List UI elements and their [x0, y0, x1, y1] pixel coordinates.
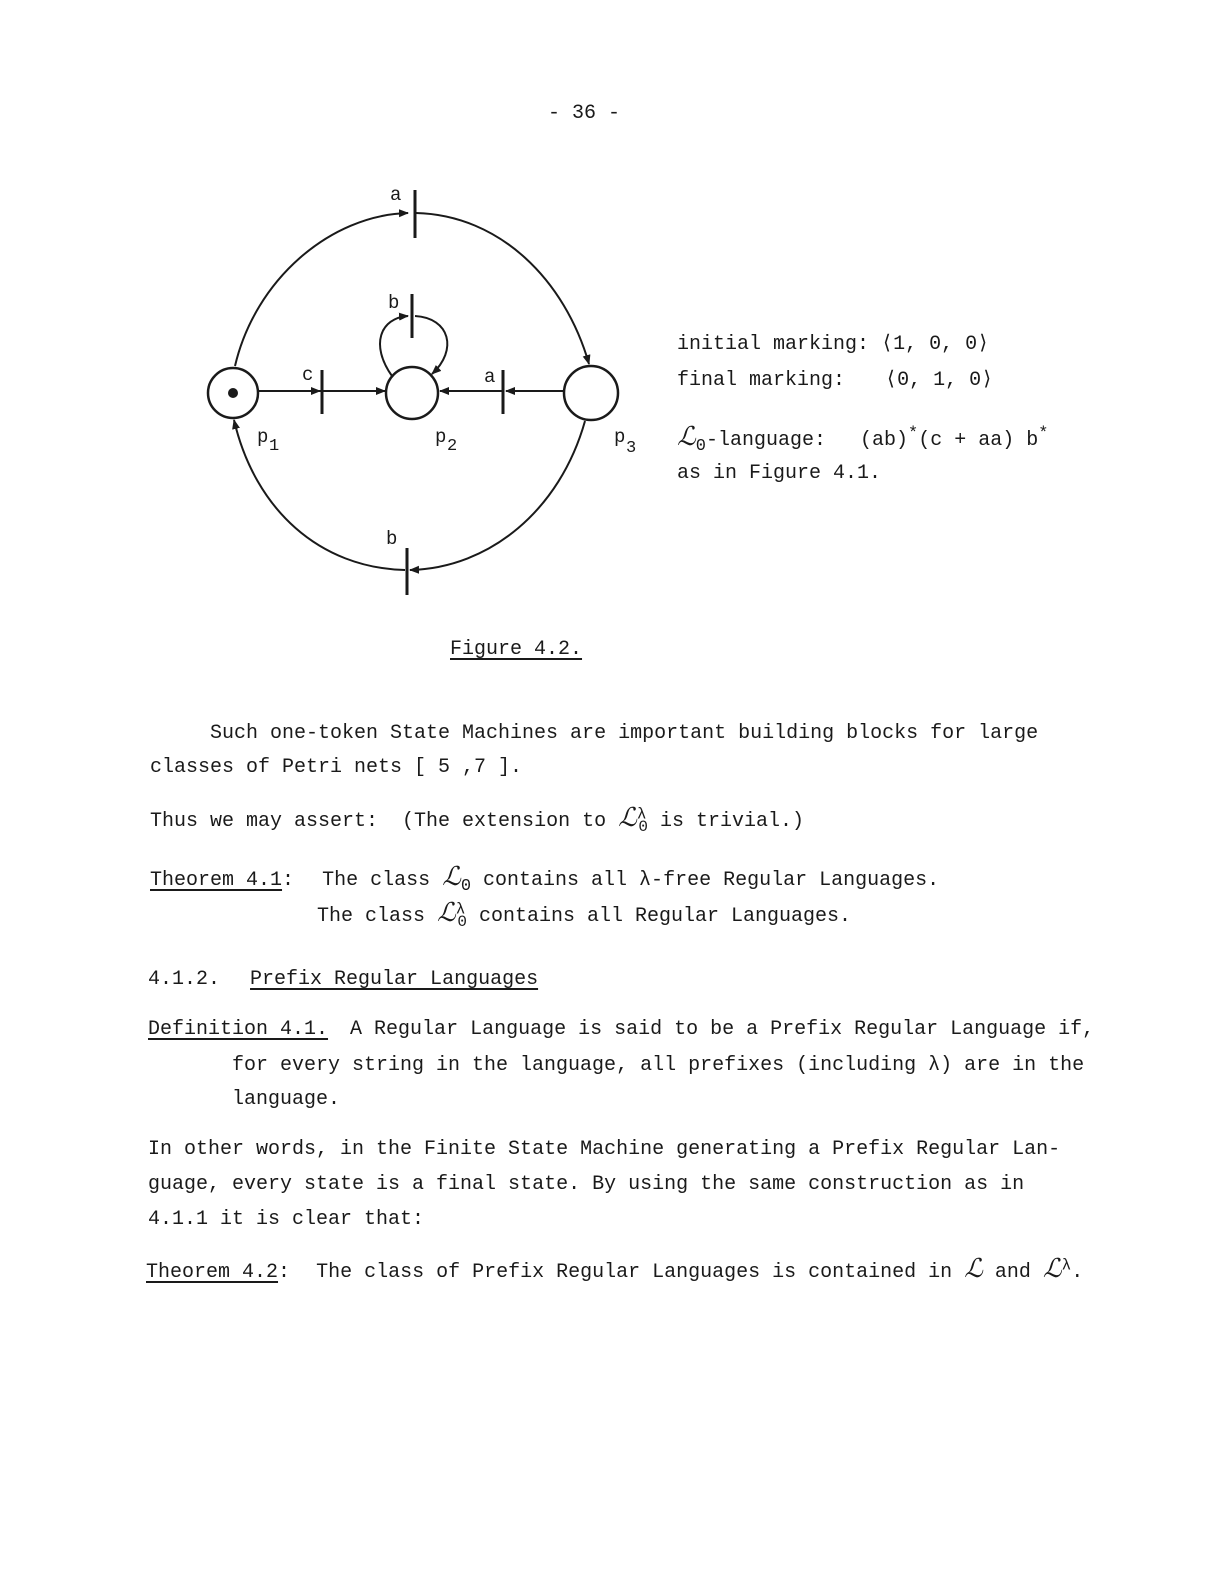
- lang-expr2: (c + aa) b: [918, 429, 1039, 452]
- theorem-4-1-line2: [317, 898, 851, 931]
- para2-l3: 4.1.1 it is clear that:: [148, 1208, 425, 1231]
- theorem-4-2-label: Theorem 4.2: [146, 1261, 279, 1284]
- section-title: Prefix Regular Languages: [250, 968, 539, 991]
- thm41-l1-a: The class: [322, 869, 443, 892]
- thm42-symbol1: ℒ: [964, 1254, 983, 1284]
- arc-p1-to-top-a: [235, 213, 408, 366]
- section-number: 4.1.2.: [148, 968, 221, 991]
- thm41-l2-sup: λ: [455, 900, 466, 919]
- thm41-l1-sub: 0: [460, 877, 472, 896]
- thm42-symbol2: ℒ: [1042, 1254, 1062, 1284]
- thm41-l2-b: contains all Regular Languages.: [466, 905, 852, 928]
- arc-b-to-p2: [415, 316, 447, 374]
- initial-marking-label: initial marking:: [677, 333, 870, 356]
- label-t-c: c: [302, 364, 314, 386]
- label-p3-sub: 3: [626, 439, 637, 458]
- para2-l1: In other words, in the Finite State Machine generating a Prefix Regular Lan-: [148, 1138, 1061, 1161]
- label-p3: p: [614, 426, 626, 448]
- def41-l2: for every string in the language, all prefixes (including λ) are in the: [232, 1054, 1085, 1077]
- lang-expr: (ab): [859, 429, 908, 452]
- label-t-bottom: b: [386, 528, 398, 550]
- final-marking-value: ⟨0, 1, 0⟩: [885, 369, 994, 392]
- arc-top-a-to-p3: [416, 213, 589, 364]
- thm42-text: The class of Prefix Regular Languages is contained in: [316, 1261, 965, 1284]
- definition-4-1-line1: [148, 1018, 1094, 1041]
- thm41-l2-sub: 0: [457, 913, 467, 931]
- language-line: [677, 422, 1048, 456]
- place-p3: [564, 366, 618, 420]
- theorem-4-1-line1: [150, 862, 939, 896]
- para1-line2: classes of Petri nets [ 5 ,7 ].: [150, 756, 523, 779]
- token-p1: [228, 388, 238, 398]
- para2-l2: guage, every state is a final state. By using the same construction as in: [148, 1173, 1025, 1196]
- as-in-figure: as in Figure 4.1.: [677, 462, 882, 485]
- theorem-4-1-label: Theorem 4.1: [150, 869, 283, 892]
- assert-sub: 0: [638, 818, 649, 836]
- figure-caption: Figure 4.2.: [450, 638, 583, 661]
- assert-line: [150, 803, 804, 836]
- assert-sup: λ: [636, 805, 647, 824]
- label-t-self: b: [388, 292, 400, 314]
- lang-label: -language:: [705, 429, 826, 452]
- theorem-4-2-colon: :: [278, 1261, 291, 1284]
- final-marking-line: [677, 366, 993, 392]
- thm41-l1-symbol: ℒ: [442, 862, 461, 892]
- assert-text-a: Thus we may assert: (The extension to: [150, 810, 619, 833]
- theorem-4-1-colon: :: [282, 869, 295, 892]
- def41-l1: A Regular Language is said to be a Prefix Regular Language if,: [350, 1018, 1095, 1041]
- thm41-l2-a: The class: [317, 905, 438, 928]
- para1-line1: Such one-token State Machines are important building blocks for large: [210, 722, 1039, 745]
- label-p2-sub: 2: [447, 437, 458, 456]
- label-t-top: a: [390, 184, 402, 206]
- lang-sub: 0: [695, 437, 706, 456]
- label-p1-sub: 1: [269, 437, 280, 456]
- arc-p2-to-b: [380, 316, 408, 376]
- final-marking-label: final marking:: [677, 369, 846, 392]
- place-p2: [386, 367, 438, 419]
- thm41-l2-symbol: ℒ: [437, 898, 456, 928]
- def41-l3: language.: [232, 1088, 341, 1111]
- lang-star2: *: [1038, 424, 1049, 444]
- thm42-and: and: [982, 1261, 1043, 1284]
- label-t-a: a: [484, 366, 496, 388]
- petri-net-diagram: [0, 0, 1205, 700]
- thm42-sup: λ: [1061, 1256, 1072, 1275]
- page-number: - 36 -: [548, 102, 621, 125]
- initial-marking-line: [677, 330, 989, 356]
- section-heading: [148, 968, 538, 991]
- label-p1: p: [257, 426, 269, 448]
- lang-symbol: ℒ: [677, 422, 696, 452]
- lang-star: *: [908, 424, 919, 444]
- theorem-4-2-line: [146, 1254, 1083, 1284]
- assert-text-b: is trivial.): [648, 810, 805, 833]
- label-p2: p: [435, 426, 447, 448]
- initial-marking-value: ⟨1, 0, 0⟩: [881, 333, 990, 356]
- thm42-end: .: [1071, 1261, 1084, 1284]
- thm41-l1-b: contains all λ-free Regular Languages.: [471, 869, 940, 892]
- assert-symbol: ℒ: [618, 803, 637, 833]
- definition-4-1-label: Definition 4.1.: [148, 1018, 329, 1041]
